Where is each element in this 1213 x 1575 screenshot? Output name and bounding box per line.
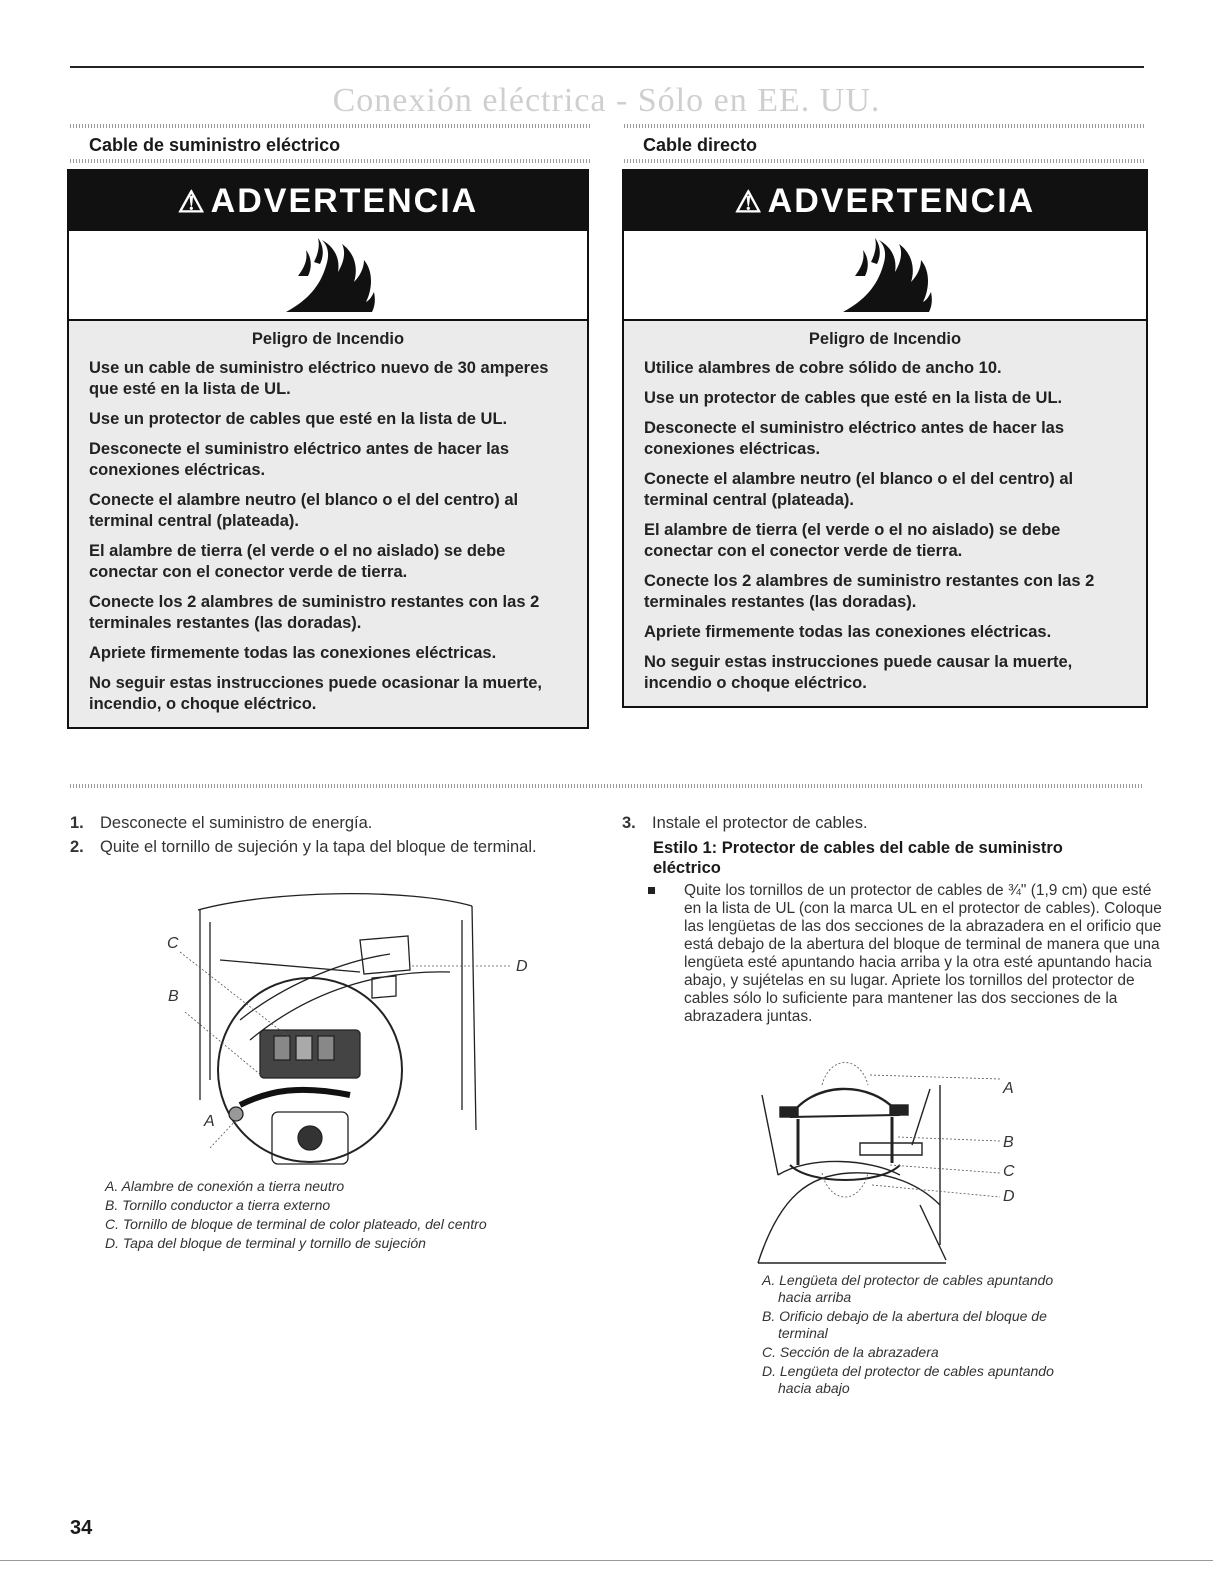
warning-item: Use un protector de cables que esté en la lista de UL. (89, 410, 508, 428)
caption-item: B. Tornillo conductor a tierra externo (105, 1197, 331, 1213)
figure-label-b: B (1003, 1134, 1014, 1151)
caption-item: C. Sección de la abrazadera (762, 1344, 939, 1360)
step-item (70, 836, 590, 858)
step-text: Desconecte el suministro de energía. (100, 814, 373, 832)
page-number: 34 (70, 1517, 93, 1539)
warning-item: Utilice alambres de cobre sólido de ancho 10. (644, 359, 1002, 377)
step-number: 1. (70, 814, 84, 832)
warning-body (69, 321, 587, 727)
caption-item: B. Orificio debajo de la abertura del bloque de terminal (762, 1308, 1047, 1341)
warning-item: El alambre de tierra (el verde o el no aislado) se debe conectar con el conector verde de tierra. (644, 521, 1061, 560)
warning-header (69, 171, 587, 231)
warning-item: Apriete firmemente todas las conexiones eléctricas. (89, 644, 497, 662)
bullet-text: Quite los tornillos de un protector de cables de ¾" (1,9 cm) que esté en la lista de UL (con la marca UL en el protector de cables). Coloque las lengüetas de las dos secciones de la abrazadera en el orificio que está debajo de la abertura del bloque de terminal de manera que una lengüeta esté apuntando hacia arriba y la otra esté apuntando hacia abajo, y sujételas en su lugar. Apriete los tornillos del protector de cables sólo lo suficiente para mantener las dos secciones de la abrazadera juntas. (684, 882, 1162, 1025)
dotted-rule (70, 124, 590, 128)
steps-left (70, 812, 590, 860)
warning-item: Use un protector de cables que esté en la lista de UL. (644, 389, 1063, 407)
warning-box-right (622, 169, 1148, 708)
section-heading-right: Cable directo (643, 135, 758, 155)
cable-clamp-figure (750, 1055, 1020, 1265)
dotted-rule (624, 124, 1144, 128)
figure-label-c: C (1003, 1163, 1015, 1180)
step-text: Quite el tornillo de sujeción y la tapa del bloque de terminal. (100, 838, 537, 856)
step-item (70, 812, 590, 834)
warning-item: Use un cable de suministro eléctrico nuevo de 30 amperes que esté en la lista de UL. (89, 359, 549, 398)
step-number: 3. (622, 814, 636, 832)
warning-item: Conecte el alambre neutro (el blanco o el del centro) al terminal central (plateada). (644, 470, 1074, 509)
warning-box-left (67, 169, 589, 729)
figure-label-a: A (1003, 1080, 1014, 1097)
warning-item: Desconecte el suministro eléctrico antes de hacer las conexiones eléctricas. (644, 419, 1065, 458)
warning-item: Conecte el alambre neutro (el blanco o el del centro) al terminal central (plateada). (89, 491, 519, 530)
warning-label: ADVERTENCIA (210, 182, 479, 220)
step-number: 2. (70, 838, 84, 856)
hazard-title: Peligro de Incendio (251, 330, 405, 348)
warning-item: Conecte los 2 alambres de suministro restantes con las 2 terminales restantes (las doradas). (89, 593, 540, 632)
caption-item: D. Lengüeta del protector de cables apuntando hacia abajo (762, 1363, 1054, 1396)
steps-right (622, 812, 1142, 836)
warning-item: El alambre de tierra (el verde o el no aislado) se debe conectar con el conector verde de tierra. (89, 542, 506, 581)
caption-item: A. Lengüeta del protector de cables apuntando hacia arriba (762, 1272, 1054, 1305)
dotted-rule (70, 784, 1144, 788)
top-rule (70, 66, 1144, 68)
warning-item: Conecte los 2 alambres de suministro restantes con las 2 terminales restantes (las doradas). (644, 572, 1095, 611)
dotted-rule (70, 159, 590, 163)
caption-item: A. Alambre de conexión a tierra neutro (105, 1178, 345, 1194)
caption-item: C. Tornillo de bloque de terminal de color plateado, del centro (105, 1216, 487, 1232)
warning-item: Apriete firmemente todas las conexiones eléctricas. (644, 623, 1052, 641)
fire-hazard-icon (835, 236, 935, 314)
style1-heading: Estilo 1: Protector de cables del cable de suministro eléctrico (653, 839, 1063, 877)
warning-header (624, 171, 1146, 231)
page-title: Conexión eléctrica - Sólo en EE. UU. (332, 82, 881, 119)
fire-hazard-icon (278, 236, 378, 314)
figure-label-c: C (167, 935, 179, 952)
fire-icon-area (69, 231, 587, 321)
step-item (622, 812, 1142, 834)
figure-label-b: B (168, 988, 179, 1005)
step-text: Instale el protector de cables. (652, 814, 868, 832)
fire-icon-area (624, 231, 1146, 321)
caption-item: D. Tapa del bloque de terminal y tornillo de sujeción (105, 1235, 426, 1251)
warning-item: No seguir estas instrucciones puede ocasionar la muerte, incendio, o choque eléctrico. (89, 674, 542, 713)
figure2-captions (762, 1272, 1082, 1399)
hazard-title: Peligro de Incendio (808, 330, 962, 348)
warning-label: ADVERTENCIA (767, 182, 1036, 220)
dotted-rule (624, 159, 1144, 163)
figure-label-d: D (516, 958, 528, 975)
bottom-rule (0, 1560, 1213, 1561)
figure1-captions (105, 1178, 565, 1254)
warning-item: Desconecte el suministro eléctrico antes de hacer las conexiones eléctricas. (89, 440, 510, 479)
warning-triangle-icon: ⚠ (734, 186, 764, 219)
warning-triangle-icon: ⚠ (177, 186, 207, 219)
bullet-square-icon (648, 887, 655, 894)
warning-item: No seguir estas instrucciones puede causar la muerte, incendio o choque eléctrico. (644, 653, 1073, 692)
style1-bullet (644, 882, 1164, 1026)
figure-label-a: A (204, 1113, 215, 1130)
warning-body (624, 321, 1146, 706)
figure-label-d: D (1003, 1188, 1015, 1205)
section-heading-left: Cable de suministro eléctrico (89, 135, 341, 155)
